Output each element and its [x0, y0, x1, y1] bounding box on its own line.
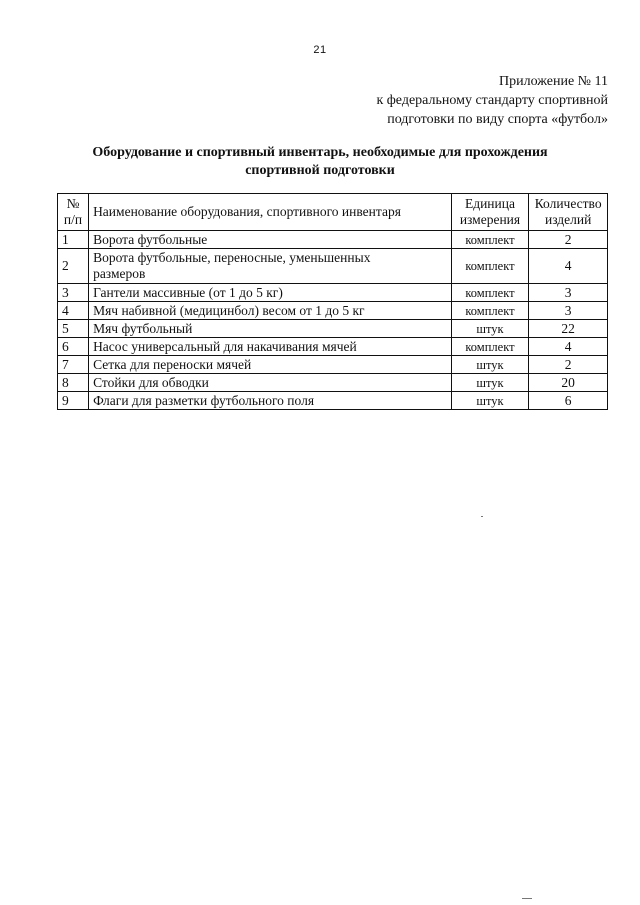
row-number: 2	[58, 249, 89, 284]
row-unit: комплект	[451, 249, 529, 284]
row-number: 8	[58, 374, 89, 392]
table-row	[58, 231, 608, 249]
appendix-number: Приложение № 11	[499, 74, 608, 89]
table-row	[58, 374, 608, 392]
header-quantity-line1: Количество	[534, 196, 602, 211]
scan-speck	[481, 516, 483, 517]
table-row	[58, 284, 608, 302]
row-name: Стойки для обводки	[89, 374, 452, 392]
row-quantity: 3	[529, 284, 608, 302]
row-number: 3	[58, 284, 89, 302]
appendix-header	[288, 72, 608, 129]
row-quantity: 3	[529, 302, 608, 320]
row-quantity: 4	[529, 338, 608, 356]
row-number: 9	[58, 392, 89, 410]
row-unit: штук	[451, 356, 529, 374]
row-number: 7	[58, 356, 89, 374]
row-name: Насос универсальный для накачивания мячей	[89, 338, 452, 356]
header-unit-line1: Единица	[464, 196, 515, 211]
table-row	[58, 392, 608, 410]
row-name-line2: размеров	[93, 266, 146, 281]
row-unit: комплект	[451, 284, 529, 302]
header-quantity-line2: изделий	[544, 212, 592, 227]
table-row	[58, 249, 608, 284]
row-quantity: 20	[529, 374, 608, 392]
table-row	[58, 338, 608, 356]
row-number: 4	[58, 302, 89, 320]
appendix-reference-line1: к федеральному стандарту спортивной	[376, 93, 608, 108]
table-row	[58, 302, 608, 320]
row-name: Мяч набивной (медицинбол) весом от 1 до 5 кг	[89, 302, 452, 320]
row-name	[89, 249, 452, 284]
header-quantity	[529, 194, 608, 231]
row-name-line1: Ворота футбольные, переносные, уменьшенных	[93, 250, 371, 265]
row-unit: штук	[451, 374, 529, 392]
row-name: Сетка для переноски мячей	[89, 356, 452, 374]
row-quantity: 2	[529, 231, 608, 249]
header-number-line1: №	[66, 196, 80, 211]
row-name: Флаги для разметки футбольного поля	[89, 392, 452, 410]
row-unit: комплект	[451, 231, 529, 249]
row-number: 5	[58, 320, 89, 338]
row-unit: комплект	[451, 338, 529, 356]
row-quantity: 6	[529, 392, 608, 410]
header-name: Наименование оборудования, спортивного инвентаря	[89, 194, 452, 231]
row-quantity: 2	[529, 356, 608, 374]
equipment-table	[57, 193, 608, 410]
header-unit	[451, 194, 529, 231]
header-number-line2: п/п	[63, 212, 83, 227]
document-title-line1: Оборудование и спортивный инвентарь, необходимые для прохождения	[92, 145, 548, 160]
row-quantity: 22	[529, 320, 608, 338]
appendix-reference-line2: подготовки по виду спорта «футбол»	[387, 112, 608, 127]
row-number: 6	[58, 338, 89, 356]
row-unit: штук	[451, 320, 529, 338]
row-name: Гантели массивные (от 1 до 5 кг)	[89, 284, 452, 302]
row-name: Мяч футбольный	[89, 320, 452, 338]
row-name: Ворота футбольные	[89, 231, 452, 249]
document-title-line2: спортивной подготовки	[245, 163, 395, 178]
row-unit: штук	[451, 392, 529, 410]
page-number: 21	[313, 44, 327, 56]
document-title	[40, 144, 600, 180]
table-row	[58, 320, 608, 338]
table-row	[58, 356, 608, 374]
row-unit: комплект	[451, 302, 529, 320]
row-number: 1	[58, 231, 89, 249]
header-number	[58, 194, 89, 231]
header-unit-line2: измерения	[459, 212, 521, 227]
row-quantity: 4	[529, 249, 608, 284]
table-header-row	[58, 194, 608, 231]
scan-speck	[522, 898, 532, 899]
